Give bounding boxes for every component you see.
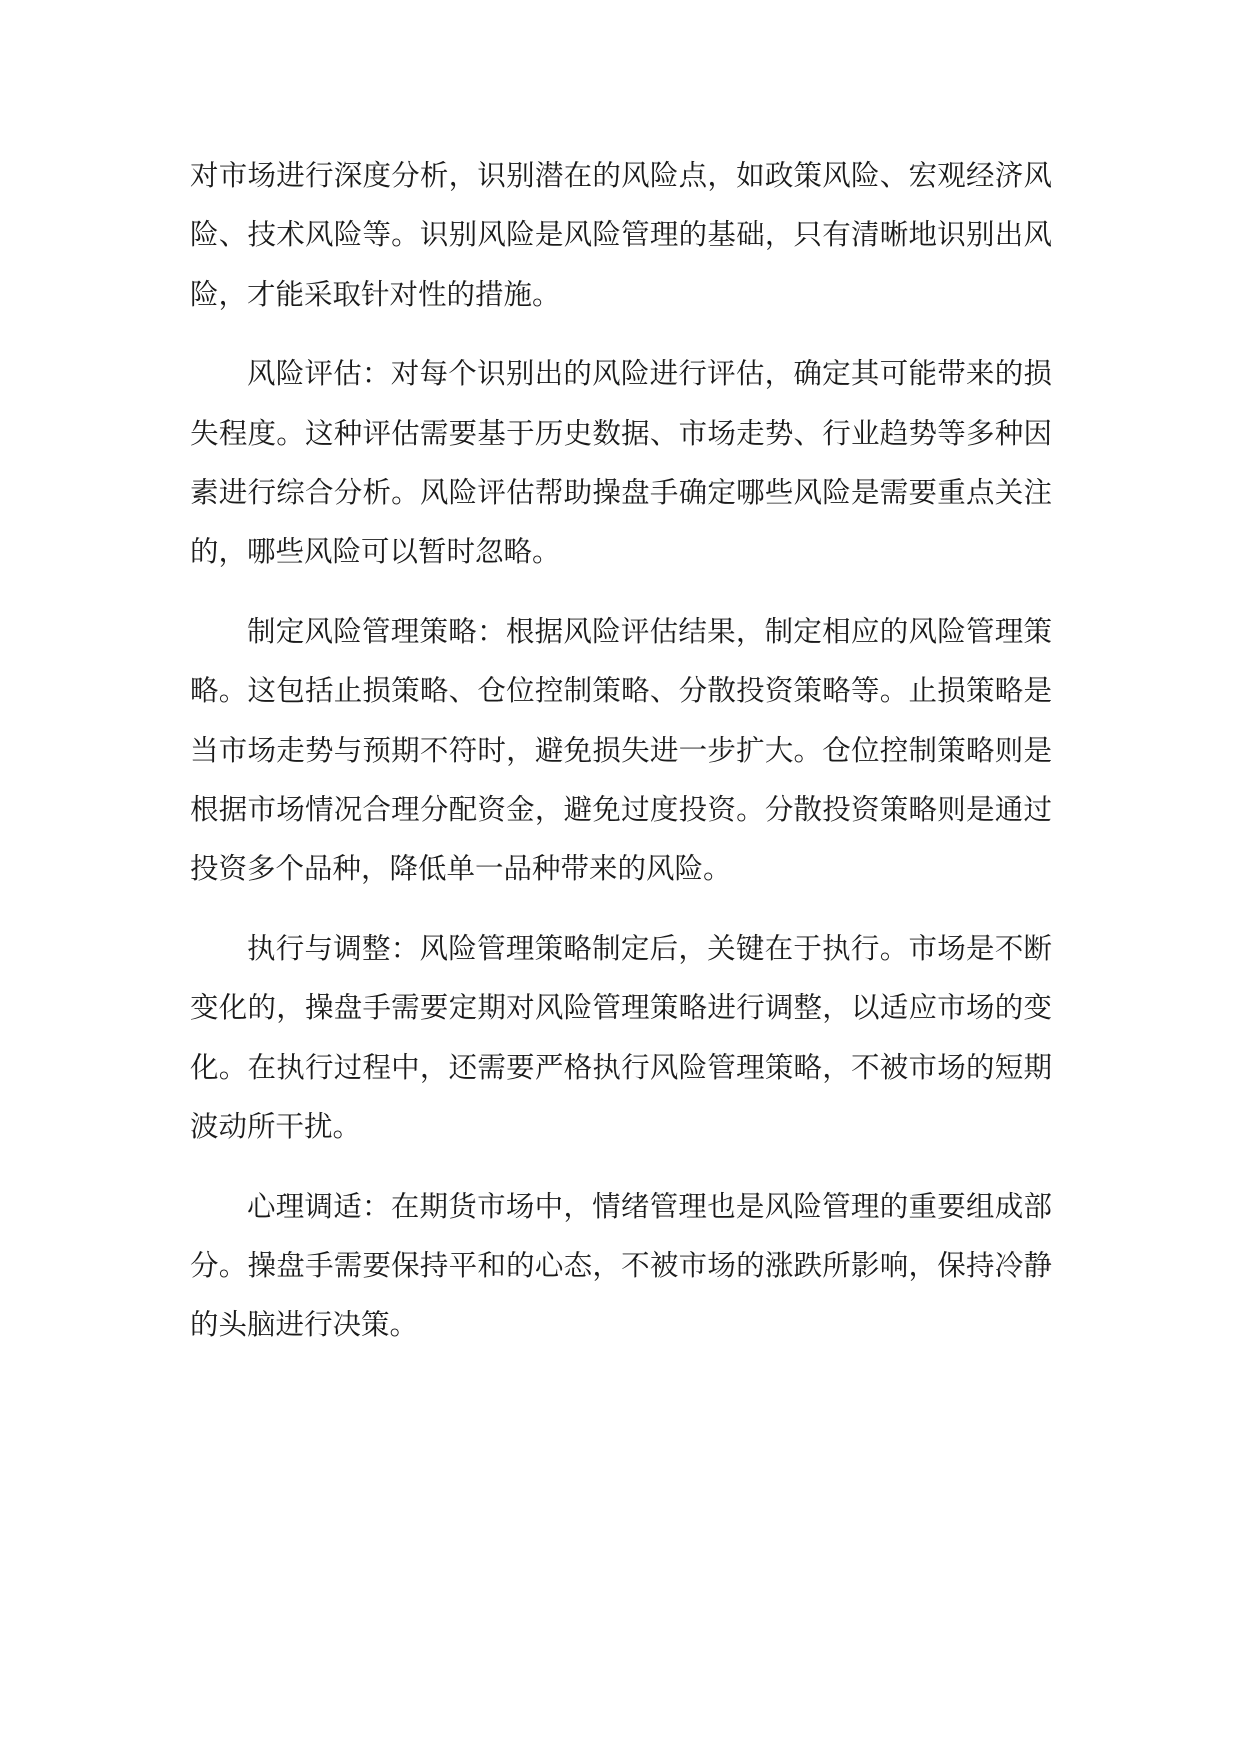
paragraph-risk-assessment: 风险评估：对每个识别出的风险进行评估，确定其可能带来的损失程度。这种评估需要基于历史数据、市场走势、行业趋势等多种因素进行综合分析。风险评估帮助操盘手确定哪些风险是需要重点关注的，哪些风险可以暂时忽略。	[190, 357, 1052, 569]
paragraph-execution-adjustment: 执行与调整：风险管理策略制定后，关键在于执行。市场是不断变化的，操盘手需要定期对风险管理策略进行调整，以适应市场的变化。在执行过程中，还需要严格执行风险管理策略，不被市场的短期波动所干扰。	[190, 931, 1052, 1144]
paragraph-risk-strategy: 制定风险管理策略：根据风险评估结果，制定相应的风险管理策略。这包括止损策略、仓位控制策略、分散投资策略等。止损策略是当市场走势与预期不符时，避免损失进一步扩大。仓位控制策略则是根据市场情况合理分配资金，避免过度投资。分散投资策略则是通过投资多个品种，降低单一品种带来的风险。	[190, 614, 1052, 886]
paragraph-psychological-adjustment: 心理调适：在期货市场中，情绪管理也是风险管理的重要组成部分。操盘手需要保持平和的心态，不被市场的涨跌所影响，保持冷静的头脑进行决策。	[190, 1189, 1052, 1342]
document-body	[190, 146, 1052, 1355]
paragraph-risk-identification-continued: 对市场进行深度分析，识别潜在的风险点，如政策风险、宏观经济风险、技术风险等。识别风险是风险管理的基础，只有清晰地识别出风险，才能采取针对性的措施。	[190, 159, 1052, 311]
